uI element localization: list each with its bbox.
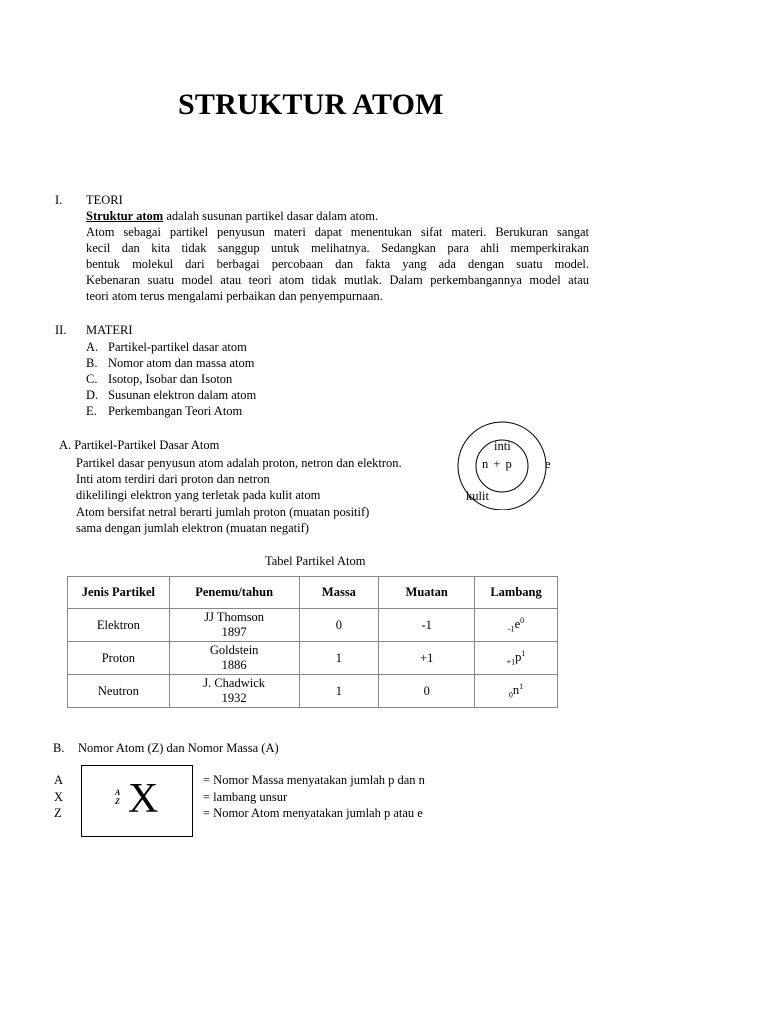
section-heading-teori: TEORI bbox=[86, 193, 123, 207]
paragraph-line-1: Atom sebagai partikel penyusun materi dapat menentukan sifat materi. Berukuran sangat bbox=[86, 225, 589, 239]
cell-penemu bbox=[169, 642, 299, 675]
cell-massa: 0 bbox=[299, 609, 379, 642]
cell-penemu-year: 1932 bbox=[221, 691, 247, 705]
definition-line bbox=[86, 208, 378, 224]
cell-penemu bbox=[169, 609, 299, 642]
symbol-mass-number: A Z bbox=[115, 788, 121, 806]
lambang-sup: 1 bbox=[521, 649, 526, 659]
lambang-pre: 0 bbox=[508, 690, 513, 700]
term-struktur-atom: Struktur atom bbox=[86, 209, 164, 223]
header-massa: Massa bbox=[299, 577, 379, 609]
section-a-line-3: dikelilingi elektron yang terletak pada kulit atom bbox=[76, 488, 321, 502]
element-symbol-box bbox=[81, 765, 193, 837]
label-z: Z bbox=[54, 806, 62, 820]
page-title: STRUKTUR ATOM bbox=[178, 88, 444, 121]
section-b-heading: Nomor Atom (Z) dan Nomor Massa (A) bbox=[78, 741, 279, 755]
cell-jenis: Proton bbox=[68, 642, 170, 675]
lambang-pre: -1 bbox=[507, 624, 515, 634]
paragraph-line-3: bentuk molekul dari berbagai percobaan dan fakta yang ada dengan suatu model. bbox=[86, 257, 589, 271]
lambang-symbol: n bbox=[512, 683, 520, 698]
cell-lambang bbox=[475, 609, 558, 642]
section-a-line-5: sama dengan jumlah elektron (muatan negatif) bbox=[76, 521, 309, 535]
materi-letter-b: B. bbox=[86, 356, 98, 370]
element-symbol: X bbox=[128, 776, 159, 822]
description-x: = lambang unsur bbox=[203, 790, 288, 804]
section-heading-materi: MATERI bbox=[86, 323, 133, 337]
cell-penemu-year: 1886 bbox=[221, 658, 247, 672]
cell-massa: 1 bbox=[299, 642, 379, 675]
table-row bbox=[68, 609, 558, 642]
lambang-sup: 1 bbox=[519, 682, 524, 692]
header-muatan: Muatan bbox=[379, 577, 475, 609]
materi-item-a: Partikel-partikel dasar atom bbox=[108, 340, 247, 354]
materi-item-e: Perkembangan Teori Atom bbox=[108, 404, 243, 418]
section-a-heading: A. Partikel-Partikel Dasar Atom bbox=[59, 438, 220, 452]
label-x: X bbox=[54, 790, 64, 804]
table-header-row bbox=[68, 577, 558, 609]
diagram-label-nucleus: n + p bbox=[482, 457, 513, 471]
label-a: A bbox=[54, 773, 64, 787]
diagram-label-kulit: kulit bbox=[466, 489, 489, 503]
cell-lambang bbox=[475, 642, 558, 675]
cell-penemu-year: 1897 bbox=[221, 625, 247, 639]
cell-penemu-name: JJ Thomson bbox=[204, 610, 265, 624]
section-number-teori: I. bbox=[55, 193, 63, 207]
section-a-line-1: Partikel dasar penyusun atom adalah proton, netron dan elektron. bbox=[76, 456, 402, 470]
header-penemu: Penemu/tahun bbox=[169, 577, 299, 609]
cell-massa: 1 bbox=[299, 675, 379, 708]
section-number-materi: II. bbox=[55, 323, 67, 337]
paragraph-line-5: teori atom terus mengalami perbaikan dan penyempurnaan. bbox=[86, 289, 383, 303]
materi-item-c: Isotop, Isobar dan Isoton bbox=[108, 372, 233, 386]
header-jenis: Jenis Partikel bbox=[68, 577, 170, 609]
materi-letter-c: C. bbox=[86, 372, 98, 386]
description-z: = Nomor Atom menyatakan jumlah p atau e bbox=[203, 806, 423, 820]
materi-item-d: Susunan elektron dalam atom bbox=[108, 388, 257, 402]
cell-penemu-name: Goldstein bbox=[209, 643, 259, 657]
section-a-line-4: Atom bersifat netral berarti jumlah proton (muatan positif) bbox=[76, 505, 370, 519]
section-a-line-2: Inti atom terdiri dari proton dan netron bbox=[76, 472, 270, 486]
definition-text: adalah susunan partikel dasar dalam atom. bbox=[163, 209, 379, 223]
materi-letter-e: E. bbox=[86, 404, 97, 418]
diagram-label-electron: e bbox=[545, 457, 551, 471]
description-a: = Nomor Massa menyatakan jumlah p dan n bbox=[203, 773, 425, 787]
header-lambang: Lambang bbox=[475, 577, 558, 609]
table-caption: Tabel Partikel Atom bbox=[265, 554, 366, 568]
table-row bbox=[68, 675, 558, 708]
diagram-label-inti: inti bbox=[494, 439, 511, 453]
cell-muatan: +1 bbox=[379, 642, 475, 675]
lambang-symbol: e bbox=[514, 617, 521, 632]
particle-table bbox=[67, 576, 558, 708]
cell-penemu bbox=[169, 675, 299, 708]
lambang-pre: +1 bbox=[506, 657, 516, 667]
section-b-letter: B. bbox=[53, 741, 65, 755]
cell-jenis: Neutron bbox=[68, 675, 170, 708]
materi-letter-d: D. bbox=[86, 388, 99, 402]
cell-penemu-name: J. Chadwick bbox=[203, 676, 266, 690]
cell-lambang bbox=[475, 675, 558, 708]
lambang-sup: 0 bbox=[520, 616, 525, 626]
lambang-symbol: p bbox=[515, 650, 522, 665]
table-row bbox=[68, 642, 558, 675]
cell-muatan: 0 bbox=[379, 675, 475, 708]
materi-item-b: Nomor atom dan massa atom bbox=[108, 356, 255, 370]
cell-muatan: -1 bbox=[379, 609, 475, 642]
paragraph-line-4: Kebenaran suatu model atau teori atom tidak mutlak. Dalam perkembangannya model atau bbox=[86, 273, 589, 287]
cell-jenis: Elektron bbox=[68, 609, 170, 642]
paragraph-line-2: kecil dan kita tidak sanggup untuk melihatnya. Sedangkan para ahli memperkirakan bbox=[86, 241, 589, 255]
materi-letter-a: A. bbox=[86, 340, 99, 354]
